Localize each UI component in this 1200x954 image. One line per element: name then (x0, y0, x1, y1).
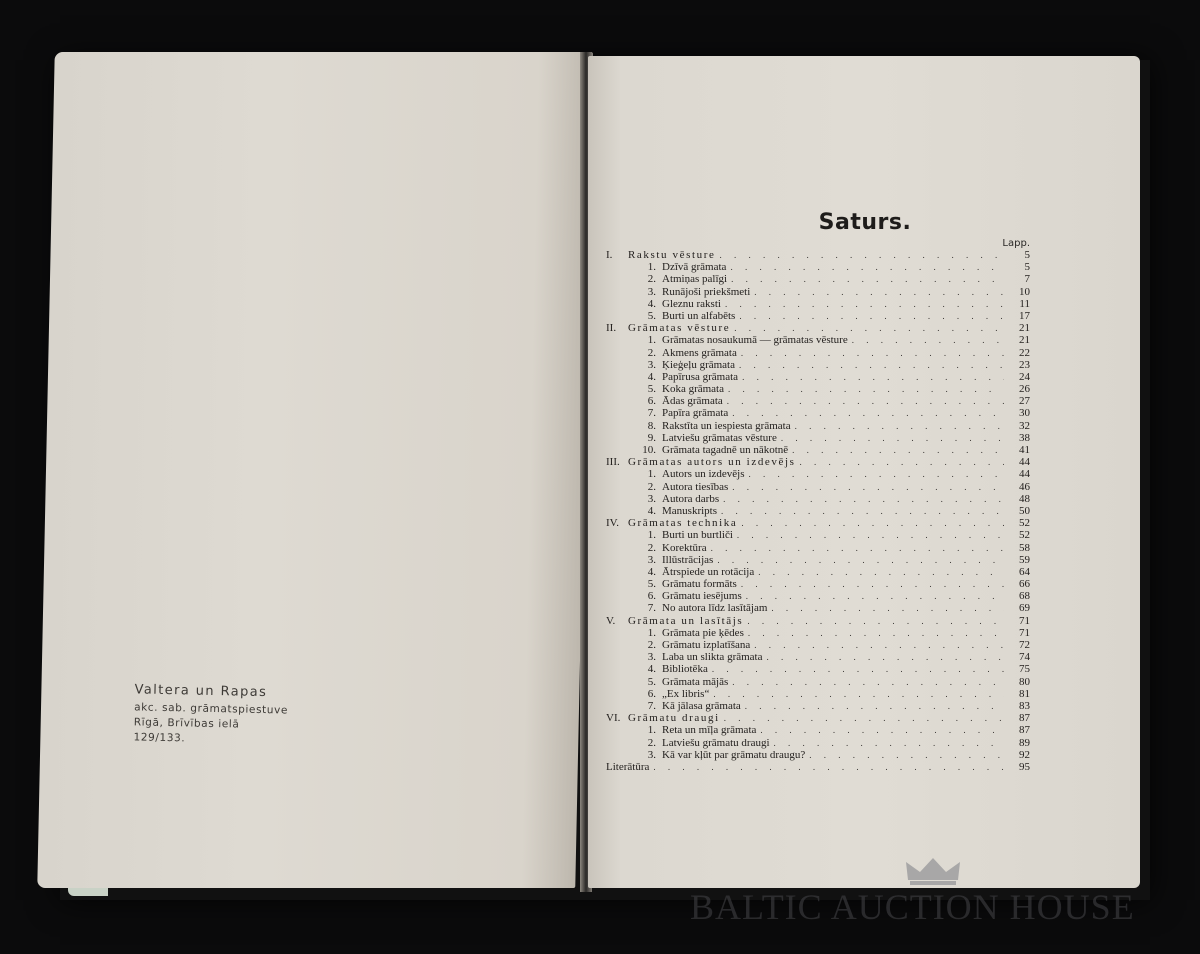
toc-leader-dots (711, 542, 1004, 554)
toc-item-row (606, 468, 1030, 480)
toc-leader-dots (723, 493, 1004, 505)
toc-number: IV. (606, 517, 619, 530)
toc-page-number: 27 (1019, 395, 1030, 408)
toc-number: 2. (647, 541, 656, 554)
toc-label: Burti un alfabēts (662, 309, 736, 322)
toc-item-row (606, 602, 1030, 614)
toc-number: 2. (647, 346, 656, 359)
toc-number: 1. (647, 468, 656, 481)
watermark-text: BALTIC AUCTION HOUSE (690, 887, 1135, 927)
toc-page-number: 46 (1019, 480, 1030, 493)
toc-section-row (606, 615, 1030, 627)
toc-label: Dzīvā grāmata (662, 261, 727, 274)
toc-number: 6. (647, 395, 656, 408)
toc-label: Gleznu raksti (662, 297, 721, 310)
toc-leader-dots (734, 322, 1004, 334)
toc-page-number: 89 (1019, 736, 1030, 749)
toc-label: Grāmata pie ķēdes (662, 626, 744, 639)
toc-page-number: 21 (1019, 334, 1030, 347)
toc-number: 5. (647, 675, 656, 688)
toc-page-number: 22 (1019, 346, 1030, 359)
toc-title: Saturs. (818, 210, 912, 235)
toc-label: Grāmatas autors un izdevējs (628, 456, 796, 469)
toc-label: Grāmatas vēsture (628, 322, 731, 335)
table-of-contents (606, 249, 1030, 773)
toc-item-row (606, 566, 1030, 578)
toc-number: 9. (647, 431, 656, 444)
toc-label: Autora darbs (662, 492, 720, 505)
toc-item-row (606, 420, 1030, 432)
toc-number: 1. (647, 724, 656, 737)
toc-section-row (606, 322, 1030, 334)
toc-label: Burti un burtliči (662, 529, 733, 542)
toc-number: 2. (647, 273, 656, 286)
toc-page-number: 50 (1019, 504, 1030, 517)
toc-page-number: 74 (1019, 651, 1030, 664)
toc-leader-dots (781, 432, 1004, 444)
toc-page-number: 71 (1019, 614, 1030, 627)
toc-label: Runājoši priekšmeti (662, 285, 751, 298)
toc-item-row (606, 359, 1030, 371)
toc-label: Akmens grāmata (662, 346, 737, 359)
toc-item-row (606, 590, 1030, 602)
toc-item-row (606, 737, 1030, 749)
toc-leader-dots (731, 273, 1004, 285)
toc-label: Rakstīta un iespiesta grāmata (662, 419, 791, 432)
toc-item-row (606, 542, 1030, 554)
toc-number: 6. (647, 687, 656, 700)
toc-leader-dots (748, 627, 1004, 639)
toc-number: 4. (647, 504, 656, 517)
toc-page-number: 23 (1019, 358, 1030, 371)
toc-page-number: 10 (1019, 285, 1030, 298)
toc-page-number: 48 (1019, 492, 1030, 505)
toc-leader-dots (760, 724, 1004, 736)
toc-item-row (606, 651, 1030, 663)
toc-leader-dots (754, 639, 1004, 651)
toc-label: Korektūra (662, 541, 707, 554)
toc-leader-dots (739, 359, 1004, 371)
toc-page-column-header: Lapp. (1002, 238, 1030, 249)
toc-label: Latviešu grāmatas vēsture (662, 431, 777, 444)
toc-number: 7. (647, 699, 656, 712)
toc-number: 7. (647, 407, 656, 420)
toc-leader-dots (727, 395, 1004, 407)
toc-item-row (606, 749, 1030, 761)
toc-leader-dots (728, 383, 1004, 395)
toc-leader-dots (730, 261, 1004, 273)
toc-page-number: 80 (1019, 675, 1030, 688)
toc-number: I. (606, 249, 613, 261)
toc-leader-dots (747, 615, 1004, 627)
toc-leader-dots (809, 749, 1004, 761)
toc-page-number: 5 (1024, 261, 1030, 274)
toc-number: 7. (647, 602, 656, 615)
toc-page-number: 24 (1019, 370, 1030, 383)
toc-section-row (606, 249, 1030, 261)
toc-leader-dots (745, 700, 1004, 712)
toc-item-row (606, 688, 1030, 700)
toc-item-row (606, 286, 1030, 298)
toc-label: Grāmatu draugi (628, 712, 720, 725)
toc-leader-dots (774, 737, 1004, 749)
toc-label: Grāmatas nosaukumā — grāmatas vēsture (662, 334, 848, 347)
toc-number: II. (606, 322, 617, 335)
toc-label: Latviešu grāmatu draugi (662, 736, 770, 749)
toc-number: 3. (647, 651, 656, 664)
toc-label: Ķieģeļu grāmata (662, 358, 735, 371)
toc-number: 2. (647, 480, 656, 493)
toc-number: 4. (647, 663, 656, 676)
toc-number: 1. (647, 529, 656, 542)
toc-leader-dots (732, 676, 1004, 688)
toc-number: 3. (647, 492, 656, 505)
toc-page-number: 44 (1019, 456, 1030, 469)
toc-number: 3. (647, 748, 656, 761)
toc-page-number: 83 (1019, 699, 1030, 712)
toc-leader-dots (767, 651, 1005, 663)
toc-label: Rakstu vēsture (628, 249, 716, 261)
toc-page-number: 87 (1019, 724, 1030, 737)
toc-leader-dots (653, 761, 1004, 773)
toc-item-row (606, 700, 1030, 712)
toc-number: 1. (647, 261, 656, 274)
toc-page-number: 68 (1019, 590, 1030, 603)
toc-page-number: 7 (1024, 273, 1030, 286)
toc-page-number: 26 (1019, 383, 1030, 396)
toc-page-number: 52 (1019, 517, 1030, 530)
imprint-line-1: Valtera un Rapas (134, 682, 268, 701)
toc-item-row (606, 347, 1030, 359)
toc-label: Papīrusa grāmata (662, 370, 739, 383)
toc-label: Koka grāmata (662, 383, 724, 396)
toc-page-number: 52 (1019, 529, 1030, 542)
toc-leader-dots (721, 505, 1004, 517)
toc-label: Grāmata tagadnē un nākotnē (662, 444, 789, 456)
toc-number: 10. (642, 444, 656, 456)
toc-item-row (606, 529, 1030, 541)
toc-leader-dots (852, 334, 1004, 346)
toc-number: 4. (647, 297, 656, 310)
toc-section-row (606, 712, 1030, 724)
toc-leader-dots (795, 420, 1004, 432)
toc-page-number: 95 (1019, 760, 1030, 773)
toc-page-number: 64 (1019, 565, 1030, 578)
toc-label: Literātūra (606, 760, 650, 773)
toc-label: Kā jālasa grāmata (662, 699, 741, 712)
toc-number: 2. (647, 736, 656, 749)
toc-section-row (606, 456, 1030, 468)
toc-page-number: 32 (1019, 419, 1030, 432)
toc-item-row (606, 505, 1030, 517)
toc-leader-dots (717, 554, 1004, 566)
toc-item-row (606, 273, 1030, 285)
toc-label: Grāmatu izplatīšana (662, 639, 751, 651)
toc-leader-dots (741, 517, 1004, 529)
toc-number: 2. (647, 639, 656, 651)
toc-number: 5. (647, 578, 656, 591)
toc-page-number: 69 (1019, 602, 1030, 615)
toc-page-number: 58 (1019, 541, 1030, 554)
toc-label: Kā var kļūt par grāmatu draugu? (662, 748, 806, 761)
toc-label: Ātrspiede un rotācija (662, 565, 755, 578)
toc-number: 6. (647, 590, 656, 603)
toc-number: III. (606, 456, 620, 469)
toc-leader-dots (741, 578, 1004, 590)
toc-leader-dots (754, 286, 1004, 298)
toc-leader-dots (732, 481, 1004, 493)
toc-item-row (606, 261, 1030, 273)
toc-label: Autora tiesības (662, 480, 729, 493)
toc-leader-dots (713, 688, 1004, 700)
toc-leader-dots (739, 310, 1004, 322)
toc-number: 4. (647, 565, 656, 578)
toc-label: Reta un mīļa grāmata (662, 724, 757, 737)
toc-page-number: 11 (1019, 297, 1030, 310)
imprint-line-3: Rīgā, Brīvības ielā 129/133. (133, 716, 240, 745)
toc-number: 3. (647, 285, 656, 298)
toc-page-number: 21 (1019, 322, 1030, 335)
toc-number: 4. (647, 370, 656, 383)
toc-item-row (606, 298, 1030, 310)
toc-label: Papīra grāmata (662, 407, 729, 420)
toc-number: 5. (647, 383, 656, 396)
toc-label: Illūstrācijas (662, 553, 714, 566)
toc-number: 3. (647, 553, 656, 566)
toc-item-row (606, 407, 1030, 419)
toc-page-number: 81 (1019, 687, 1030, 700)
toc-item-row (606, 432, 1030, 444)
toc-item-row (606, 627, 1030, 639)
toc-page-number: 38 (1019, 431, 1030, 444)
toc-leader-dots (724, 712, 1004, 724)
toc-leader-dots (712, 663, 1004, 675)
toc-label: Ādas grāmata (662, 395, 723, 408)
toc-label: Autors un izdevējs (662, 468, 745, 481)
toc-literature-row (606, 761, 1030, 773)
toc-label: Grāmata un lasītājs (628, 614, 744, 627)
toc-number: VI. (606, 712, 621, 725)
toc-item-row (606, 639, 1030, 651)
toc-leader-dots (725, 298, 1004, 310)
toc-item-row (606, 444, 1030, 456)
toc-item-row (606, 724, 1030, 736)
toc-page-number: 17 (1019, 309, 1030, 322)
toc-section-row (606, 517, 1030, 529)
toc-number: 1. (647, 626, 656, 639)
toc-page-number: 87 (1019, 712, 1030, 725)
imprint-line-2: akc. sab. grāmatspiestuve (134, 701, 289, 717)
toc-item-row (606, 663, 1030, 675)
toc-page-number: 66 (1019, 578, 1030, 591)
toc-number: V. (606, 614, 616, 627)
toc-page-number: 41 (1019, 444, 1030, 456)
toc-page-number: 5 (1024, 249, 1030, 261)
toc-number: 5. (647, 309, 656, 322)
toc-leader-dots (719, 249, 1004, 261)
toc-leader-dots (742, 371, 1004, 383)
toc-label: Bibliotēka (662, 663, 708, 676)
toc-label: Atmiņas palīgi (662, 273, 728, 286)
toc-number: 1. (647, 334, 656, 347)
crown-icon (904, 856, 962, 886)
toc-label: Grāmatu formāts (662, 578, 737, 591)
toc-leader-dots (732, 407, 1004, 419)
toc-label: Manuskripts (662, 504, 717, 517)
toc-page-number: 71 (1019, 626, 1030, 639)
toc-leader-dots (746, 590, 1004, 602)
toc-page-number: 59 (1019, 553, 1030, 566)
toc-item-row (606, 334, 1030, 346)
toc-label: Grāmatu iesējums (662, 590, 742, 603)
toc-item-row (606, 676, 1030, 688)
toc-item-row (606, 493, 1030, 505)
toc-leader-dots (741, 347, 1004, 359)
toc-page-number: 44 (1019, 468, 1030, 481)
toc-number: 8. (647, 419, 656, 432)
printer-imprint (133, 682, 294, 748)
toc-label: „Ex libris“ (662, 687, 710, 700)
toc-leader-dots (758, 566, 1004, 578)
toc-item-row (606, 481, 1030, 493)
toc-item-row (606, 383, 1030, 395)
left-page (37, 52, 593, 888)
toc-item-row (606, 395, 1030, 407)
toc-leader-dots (737, 529, 1004, 541)
toc-item-row (606, 371, 1030, 383)
toc-page-number: 30 (1019, 407, 1030, 420)
toc-label: Grāmatas technika (628, 517, 738, 530)
toc-label: Grāmata mājās (662, 675, 729, 688)
toc-item-row (606, 554, 1030, 566)
toc-page-number: 75 (1019, 663, 1030, 676)
toc-leader-dots (771, 602, 1004, 614)
toc-page-number: 72 (1019, 639, 1030, 651)
toc-label: Laba un slikta grāmata (662, 651, 763, 664)
toc-item-row (606, 310, 1030, 322)
toc-number: 3. (647, 358, 656, 371)
toc-leader-dots (748, 468, 1004, 480)
toc-leader-dots (792, 444, 1004, 456)
toc-leader-dots (800, 456, 1004, 468)
toc-label: No autora līdz lasītājam (662, 602, 768, 615)
toc-item-row (606, 578, 1030, 590)
toc-page-number: 92 (1019, 748, 1030, 761)
